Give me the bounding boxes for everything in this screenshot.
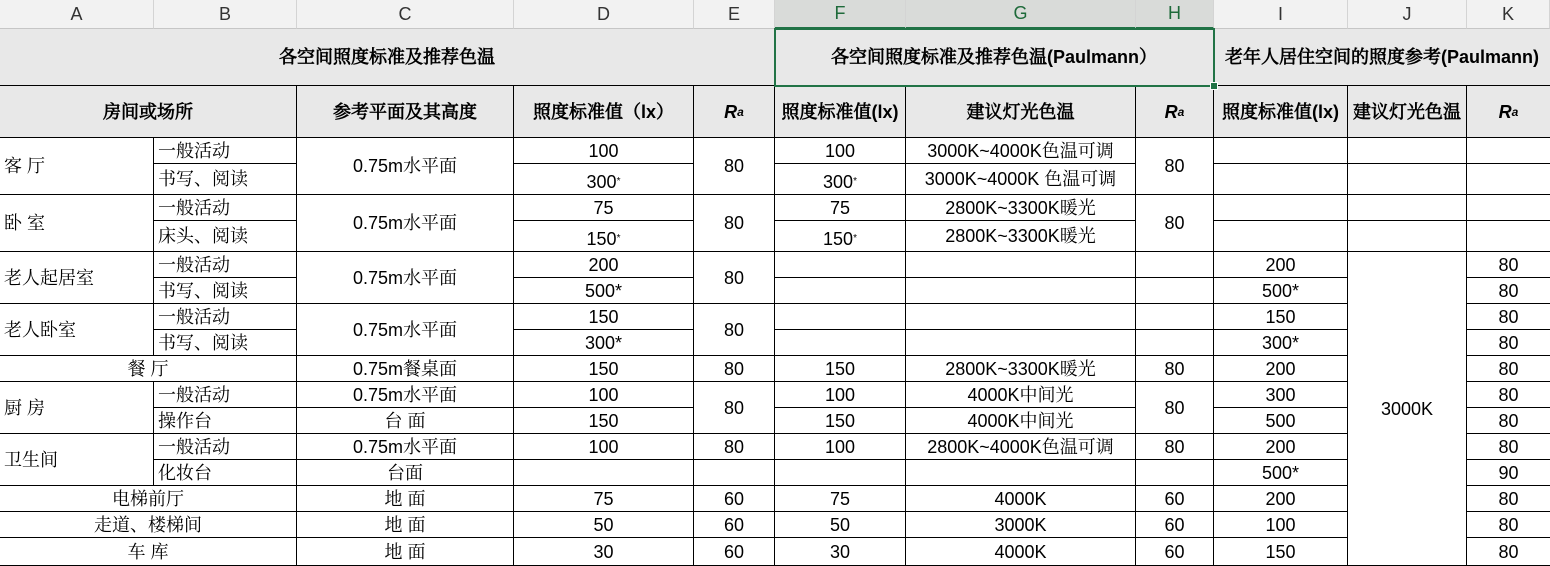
plane-corridor[interactable]: 地 面 (297, 512, 514, 538)
lux-value: 150 (823, 229, 854, 249)
lux-value: 300 (586, 172, 617, 192)
room-dining[interactable]: 餐 厅 (0, 356, 297, 382)
p-lux-elevator[interactable]: 75 (775, 486, 906, 512)
e-lux-living-general[interactable] (1214, 138, 1348, 164)
sub-bedroom-bedside[interactable]: 床头、阅读 (154, 221, 297, 252)
lux-elderly-living-general[interactable]: 200 (514, 252, 694, 278)
e-ra-elderly-living-writing[interactable]: 80 (1467, 278, 1550, 304)
plane-kitchen-counter[interactable]: 台 面 (297, 408, 514, 434)
sub-kitchen-counter[interactable]: 操作台 (154, 408, 297, 434)
p-lux-garage[interactable]: 30 (775, 538, 906, 566)
p-ra-elderly-living-writing[interactable] (1136, 278, 1214, 304)
lux-bedroom-general[interactable]: 75 (514, 195, 694, 221)
e-lux-kitchen-general[interactable]: 300 (1214, 382, 1348, 408)
temp-elderly-living-general[interactable] (906, 252, 1136, 278)
p-ra-elevator[interactable]: 60 (1136, 486, 1214, 512)
e-lux-bedroom-bedside[interactable] (1214, 221, 1348, 252)
e-ra-bathroom-general[interactable]: 80 (1467, 434, 1550, 460)
room-elderly-living[interactable]: 老人起居室 (0, 252, 154, 304)
e-ra-bathroom-vanity[interactable]: 90 (1467, 460, 1550, 486)
title-cell-standards[interactable]: 各空间照度标准及推荐色温 (0, 29, 775, 86)
lux-kitchen-counter[interactable]: 150 (514, 408, 694, 434)
column-header-b[interactable]: B (154, 0, 297, 29)
ra-garage[interactable]: 60 (694, 538, 775, 566)
p-ra-bathroom-vanity[interactable] (1136, 460, 1214, 486)
temp-elderly-bedroom-general[interactable] (906, 304, 1136, 330)
e-lux-bathroom-vanity[interactable]: 500* (1214, 460, 1348, 486)
room-bathroom[interactable]: 卫生间 (0, 434, 154, 486)
lux-bathroom-vanity[interactable] (514, 460, 694, 486)
temp-living-writing[interactable]: 3000K~4000K 色温可调 (906, 164, 1136, 195)
header-color-temp[interactable]: 建议灯光色温 (906, 86, 1136, 138)
ra-bathroom-general[interactable]: 80 (694, 434, 775, 460)
lux-elderly-living-writing[interactable]: 500* (514, 278, 694, 304)
ra-living[interactable]: 80 (694, 138, 775, 195)
temp-elevator[interactable]: 4000K (906, 486, 1136, 512)
e-lux-corridor[interactable]: 100 (1214, 512, 1348, 538)
e-ra-bedroom-bedside[interactable] (1467, 221, 1550, 252)
sub-elderly-living-general[interactable]: 一般活动 (154, 252, 297, 278)
sub-bathroom-general[interactable]: 一般活动 (154, 434, 297, 460)
title-cell-elderly[interactable]: 老年人居住空间的照度参考(Paulmann) (1214, 29, 1550, 86)
ra-dining[interactable]: 80 (694, 356, 775, 382)
column-header-c[interactable]: C (297, 0, 514, 29)
lux-kitchen-general[interactable]: 100 (514, 382, 694, 408)
column-header-j[interactable]: J (1348, 0, 1467, 29)
p-lux-elderly-living-writing[interactable] (775, 278, 906, 304)
room-bedroom[interactable]: 卧 室 (0, 195, 154, 252)
ra-elevator[interactable]: 60 (694, 486, 775, 512)
lux-bedroom-bedside[interactable]: 150 * (514, 221, 694, 252)
temp-living-general[interactable]: 3000K~4000K色温可调 (906, 138, 1136, 164)
e-ra-elevator[interactable]: 80 (1467, 486, 1550, 512)
e-ra-elderly-living-general[interactable]: 80 (1467, 252, 1550, 278)
lux-elderly-bedroom-general[interactable]: 150 (514, 304, 694, 330)
e-lux-elderly-living-general[interactable]: 200 (1214, 252, 1348, 278)
header-plane[interactable]: 参考平面及其高度 (297, 86, 514, 138)
header-ra-elderly[interactable]: R a (1467, 86, 1550, 138)
lux-living-writing[interactable]: 300 * (514, 164, 694, 195)
plane-bedroom[interactable]: 0.75m水平面 (297, 195, 514, 252)
lux-corridor[interactable]: 50 (514, 512, 694, 538)
room-elevator[interactable]: 电梯前厅 (0, 486, 297, 512)
e-lux-bathroom-general[interactable]: 200 (1214, 434, 1348, 460)
p-lux-corridor[interactable]: 50 (775, 512, 906, 538)
ra-kitchen[interactable]: 80 (694, 382, 775, 434)
lux-value: 150 (586, 229, 617, 249)
room-kitchen[interactable]: 厨 房 (0, 382, 154, 434)
plane-kitchen-general[interactable]: 0.75m水平面 (297, 382, 514, 408)
p-lux-elderly-bedroom-general[interactable] (775, 304, 906, 330)
column-header-d[interactable]: D (514, 0, 694, 29)
fill-handle[interactable] (1210, 82, 1218, 90)
p-lux-bedroom-general[interactable]: 75 (775, 195, 906, 221)
column-header-h[interactable]: H (1136, 0, 1214, 29)
title-cell-paulmann[interactable]: 各空间照度标准及推荐色温(Paulmann） (775, 29, 1214, 86)
plane-elderly-living[interactable]: 0.75m水平面 (297, 252, 514, 304)
lux-bathroom-general[interactable]: 100 (514, 434, 694, 460)
e-ra-kitchen-counter[interactable]: 80 (1467, 408, 1550, 434)
header-color-temp-elderly[interactable]: 建议灯光色温 (1348, 86, 1467, 138)
ra-bathroom-vanity[interactable] (694, 460, 775, 486)
lux-elderly-bedroom-writing[interactable]: 300* (514, 330, 694, 356)
temp-kitchen-general[interactable]: 4000K中间光 (906, 382, 1136, 408)
plane-garage[interactable]: 地 面 (297, 538, 514, 566)
lux-value: 300 (823, 172, 854, 192)
sub-kitchen-general[interactable]: 一般活动 (154, 382, 297, 408)
p-lux-bathroom-vanity[interactable] (775, 460, 906, 486)
e-lux-elderly-bedroom-writing[interactable]: 300* (1214, 330, 1348, 356)
temp-bathroom-general[interactable]: 2800K~4000K色温可调 (906, 434, 1136, 460)
e-lux-kitchen-counter[interactable]: 500 (1214, 408, 1348, 434)
lux-garage[interactable]: 30 (514, 538, 694, 566)
room-corridor[interactable]: 走道、楼梯间 (0, 512, 297, 538)
column-header-f[interactable]: F (775, 0, 906, 29)
e-temp-bedroom-bedside[interactable] (1348, 221, 1467, 252)
sub-elderly-bedroom-general[interactable]: 一般活动 (154, 304, 297, 330)
e-lux-dining[interactable]: 200 (1214, 356, 1348, 382)
plane-bathroom-vanity[interactable]: 台面 (297, 460, 514, 486)
column-header-k[interactable]: K (1467, 0, 1550, 29)
column-header-a[interactable]: A (0, 0, 154, 29)
e-ra-corridor[interactable]: 80 (1467, 512, 1550, 538)
temp-corridor[interactable]: 3000K (906, 512, 1136, 538)
p-lux-bedroom-bedside[interactable]: 150 * (775, 221, 906, 252)
e-ra-kitchen-general[interactable]: 80 (1467, 382, 1550, 408)
p-lux-elderly-living-general[interactable] (775, 252, 906, 278)
e-ra-garage[interactable]: 80 (1467, 538, 1550, 566)
e-temp-merged[interactable]: 3000K (1348, 252, 1467, 566)
sub-living-general[interactable]: 一般活动 (154, 138, 297, 164)
room-garage[interactable]: 车 库 (0, 538, 297, 566)
e-lux-elevator[interactable]: 200 (1214, 486, 1348, 512)
p-ra-corridor[interactable]: 60 (1136, 512, 1214, 538)
temp-elderly-living-writing[interactable] (906, 278, 1136, 304)
p-lux-kitchen-general[interactable]: 100 (775, 382, 906, 408)
ra-corridor[interactable]: 60 (694, 512, 775, 538)
sub-living-writing[interactable]: 书写、阅读 (154, 164, 297, 195)
p-ra-bathroom-general[interactable]: 80 (1136, 434, 1214, 460)
temp-garage[interactable]: 4000K (906, 538, 1136, 566)
column-header-i[interactable]: I (1214, 0, 1348, 29)
p-ra-dining[interactable]: 80 (1136, 356, 1214, 382)
plane-dining[interactable]: 0.75m餐桌面 (297, 356, 514, 382)
column-header-g[interactable]: G (906, 0, 1136, 29)
e-ra-living-general[interactable] (1467, 138, 1550, 164)
p-ra-elderly-living-general[interactable] (1136, 252, 1214, 278)
p-ra-living[interactable]: 80 (1136, 138, 1214, 195)
p-ra-elderly-bedroom-writing[interactable] (1136, 330, 1214, 356)
header-ra-paulmann[interactable]: R a (1136, 86, 1214, 138)
e-ra-dining[interactable]: 80 (1467, 356, 1550, 382)
lux-elevator[interactable]: 75 (514, 486, 694, 512)
room-elderly-bedroom[interactable]: 老人卧室 (0, 304, 154, 356)
p-ra-bedroom[interactable]: 80 (1136, 195, 1214, 252)
column-header-e[interactable]: E (694, 0, 775, 29)
temp-elderly-bedroom-writing[interactable] (906, 330, 1136, 356)
ra-elderly-living[interactable]: 80 (694, 252, 775, 304)
header-ra[interactable]: R a (694, 86, 775, 138)
e-ra-living-writing[interactable] (1467, 164, 1550, 195)
e-temp-living-writing[interactable] (1348, 164, 1467, 195)
e-lux-bedroom-general[interactable] (1214, 195, 1348, 221)
e-temp-bedroom-general[interactable] (1348, 195, 1467, 221)
plane-bathroom-general[interactable]: 0.75m水平面 (297, 434, 514, 460)
sub-elderly-living-writing[interactable]: 书写、阅读 (154, 278, 297, 304)
e-ra-elderly-bedroom-writing[interactable]: 80 (1467, 330, 1550, 356)
temp-bathroom-vanity[interactable] (906, 460, 1136, 486)
e-lux-elderly-bedroom-general[interactable]: 150 (1214, 304, 1348, 330)
sub-bathroom-vanity[interactable]: 化妆台 (154, 460, 297, 486)
sub-bedroom-general[interactable]: 一般活动 (154, 195, 297, 221)
temp-bedroom-bedside[interactable]: 2800K~3300K暖光 (906, 221, 1136, 252)
ra-elderly-bedroom[interactable]: 80 (694, 304, 775, 356)
header-lux[interactable]: 照度标准值（lx） (514, 86, 694, 138)
ra-bedroom[interactable]: 80 (694, 195, 775, 252)
temp-dining[interactable]: 2800K~3300K暖光 (906, 356, 1136, 382)
e-lux-elderly-living-writing[interactable]: 500* (1214, 278, 1348, 304)
p-lux-elderly-bedroom-writing[interactable] (775, 330, 906, 356)
p-lux-living-general[interactable]: 100 (775, 138, 906, 164)
p-ra-elderly-bedroom-general[interactable] (1136, 304, 1214, 330)
header-lux-elderly[interactable]: 照度标准值(lx) (1214, 86, 1348, 138)
sub-elderly-bedroom-writing[interactable]: 书写、阅读 (154, 330, 297, 356)
e-lux-garage[interactable]: 150 (1214, 538, 1348, 566)
header-room[interactable]: 房间或场所 (0, 86, 297, 138)
p-lux-kitchen-counter[interactable]: 150 (775, 408, 906, 434)
lux-dining[interactable]: 150 (514, 356, 694, 382)
plane-elevator[interactable]: 地 面 (297, 486, 514, 512)
header-lux-paulmann[interactable]: 照度标准值(lx) (775, 86, 906, 138)
e-lux-living-writing[interactable] (1214, 164, 1348, 195)
temp-bedroom-general[interactable]: 2800K~3300K暖光 (906, 195, 1136, 221)
p-ra-kitchen[interactable]: 80 (1136, 382, 1214, 434)
p-lux-dining[interactable]: 150 (775, 356, 906, 382)
p-ra-garage[interactable]: 60 (1136, 538, 1214, 566)
plane-elderly-bedroom[interactable]: 0.75m水平面 (297, 304, 514, 356)
p-lux-living-writing[interactable]: 300 * (775, 164, 906, 195)
lux-living-general[interactable]: 100 (514, 138, 694, 164)
e-ra-elderly-bedroom-general[interactable]: 80 (1467, 304, 1550, 330)
room-living[interactable]: 客 厅 (0, 138, 154, 195)
temp-kitchen-counter[interactable]: 4000K中间光 (906, 408, 1136, 434)
plane-living[interactable]: 0.75m水平面 (297, 138, 514, 195)
p-lux-bathroom-general[interactable]: 100 (775, 434, 906, 460)
e-temp-living-general[interactable] (1348, 138, 1467, 164)
e-ra-bedroom-general[interactable] (1467, 195, 1550, 221)
